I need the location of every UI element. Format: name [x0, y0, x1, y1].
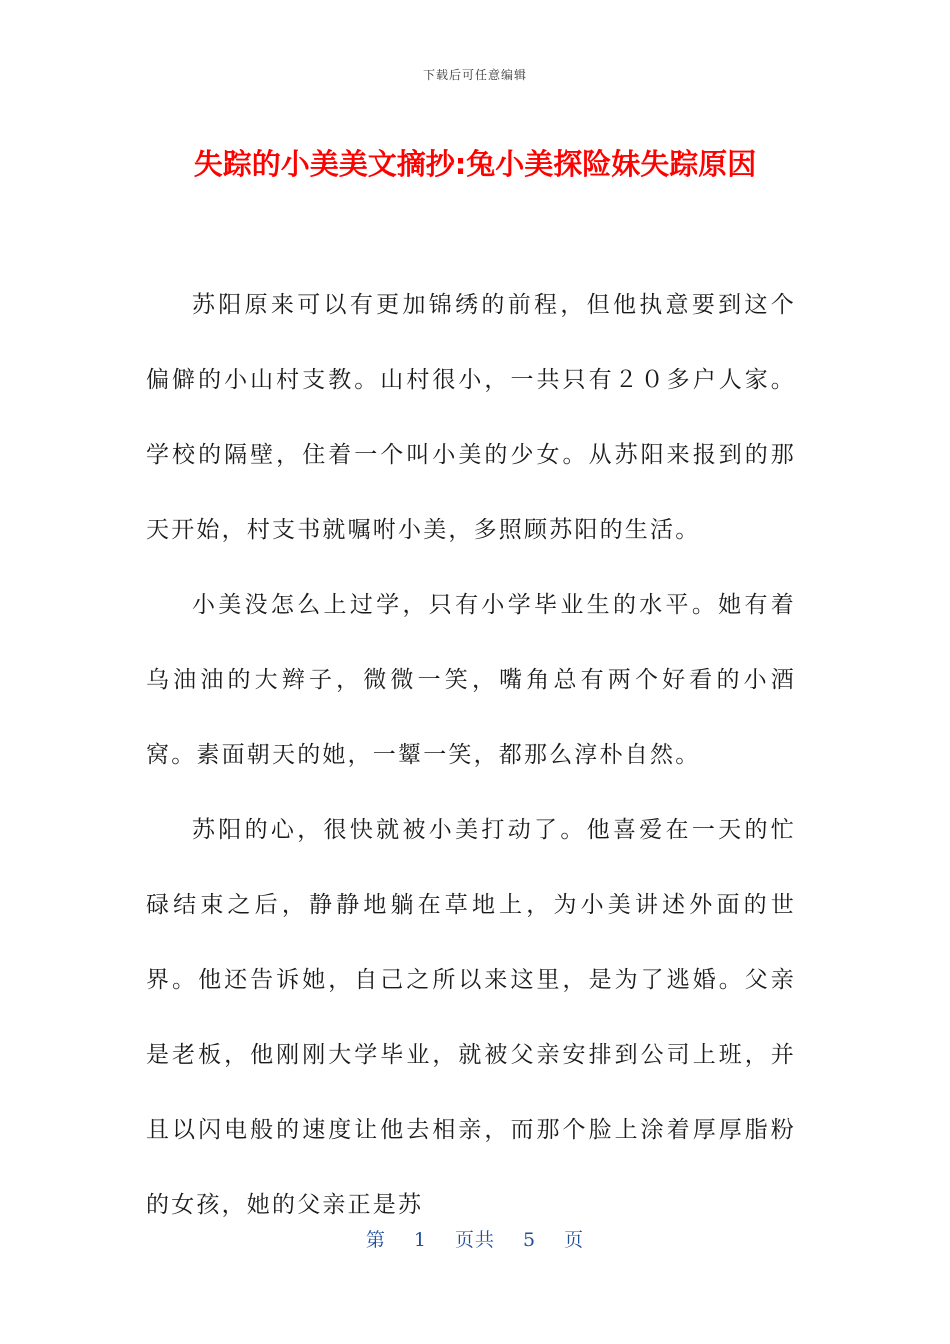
footer-middle: 页共: [454, 1229, 495, 1251]
page-footer: [0, 1225, 950, 1252]
footer-suffix: 页: [564, 1229, 585, 1251]
document-body: [146, 268, 796, 1243]
footer-current-page: 1: [413, 1229, 427, 1251]
footer-total-pages: 5: [523, 1229, 537, 1251]
paragraph-1: 苏阳原来可以有更加锦绣的前程，但他执意要到这个偏僻的小山村支教。山村很小，一共只有２０多户人家。学校的隔壁，住着一个叫小美的少女。从苏阳来报到的那天开始，村支书就嘱咐小美，多照顾苏阳的生活。: [146, 292, 796, 543]
footer-prefix: 第: [365, 1229, 386, 1251]
document-title: 失踪的小美美文摘抄:兔小美探险妹失踪原因: [193, 147, 757, 181]
paragraph-2: 小美没怎么上过学，只有小学毕业生的水平。她有着乌油油的大辫子，微微一笑，嘴角总有两个好看的小酒窝。素面朝天的她，一颦一笑，都那么淳朴自然。: [146, 592, 796, 768]
header-note: 下载后可任意编辑: [422, 68, 527, 82]
paragraph-3: 苏阳的心，很快就被小美打动了。他喜爱在一天的忙碌结束之后，静静地躺在草地上，为小美讲述外面的世界。他还告诉她，自己之所以来这里，是为了逃婚。父亲是老板，他刚刚大学毕业，就被父亲安排到公司上班，并且以闪电般的速度让他去相亲，而那个脸上涂着厚厚脂粉的女孩，她的父亲正是苏: [146, 817, 796, 1218]
